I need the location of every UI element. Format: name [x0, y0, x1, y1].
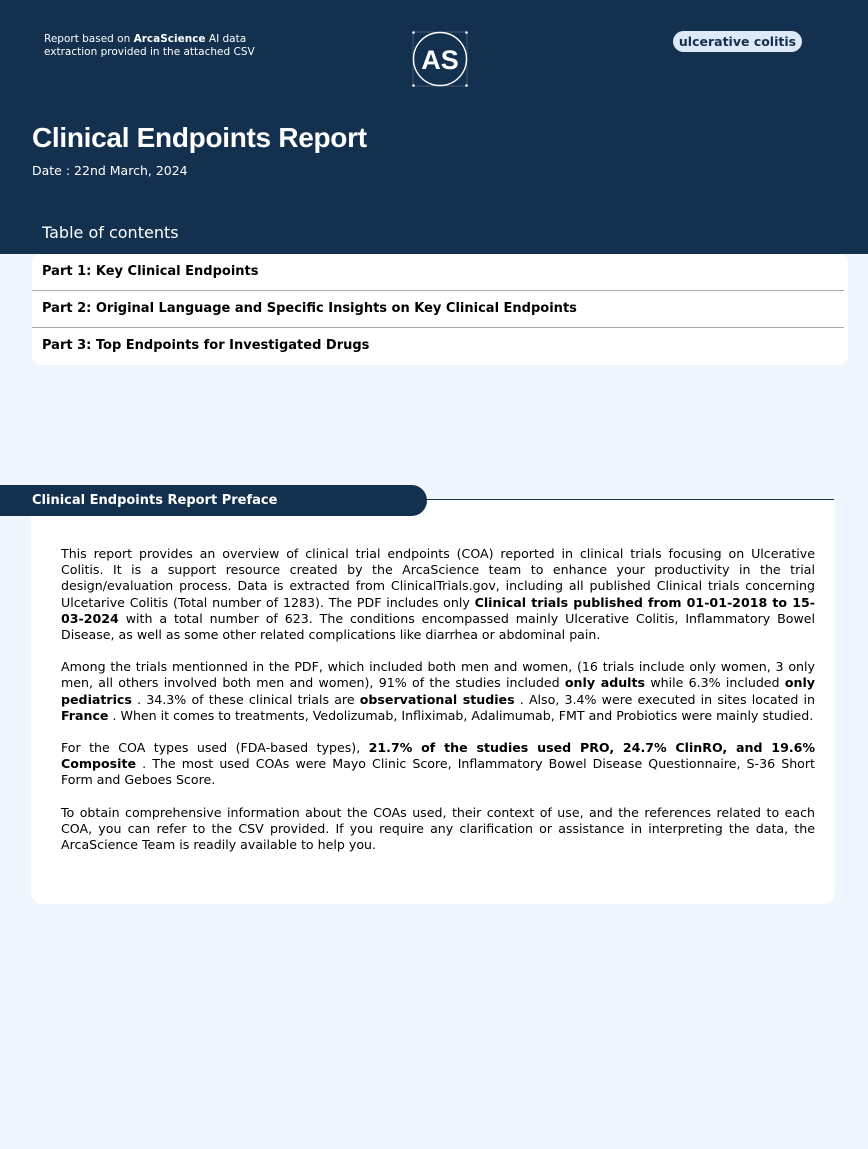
preface-paragraph: Among the trials mentionned in the PDF, which included both men and women, (16 trials include only women, 3 only men, all others involved both men and women), 91% of the studies included only adults while 6.3% included only pediatrics . 34.3% of these clinical trials are observational studies . Also, 3.4% were executed in sites located in France . When it comes to treatments, Vedolizumab, Infliximab, Adalimumab, FMT and Probiotics were mainly studied.: [61, 659, 815, 723]
brand-name: ArcaScience: [133, 33, 206, 45]
arcascience-logo-icon: [412, 31, 468, 87]
toc-item-part-1[interactable]: Part 1: Key Clinical Endpoints: [32, 254, 844, 291]
source-note: Report based on ArcaScience AI data extraction provided in the attached CSV: [44, 33, 255, 58]
toc-heading: Table of contents: [42, 223, 179, 242]
page-title: Clinical Endpoints Report: [32, 122, 367, 153]
table-of-contents: [32, 254, 848, 365]
preface-body: [61, 546, 815, 869]
preface-paragraph: For the COA types used (FDA-based types), 21.7% of the studies used PRO, 24.7% ClinRO, and 19.6% Composite . The most used COAs were Mayo Clinic Score, Inflammatory Bowel Disease Questionnaire, S-36 Short Form and Geboes Score.: [61, 740, 815, 788]
preface-divider: [426, 499, 834, 500]
preface-paragraph: To obtain comprehensive information about the COAs used, their context of use, and the references related to each COA, you can refer to the CSV provided. If you require any clarification or assistance in interpreting the data, the ArcaScience Team is readily available to help you.: [61, 804, 815, 853]
logo-text: AS: [421, 45, 459, 75]
toc-item-part-2[interactable]: Part 2: Original Language and Specific Insights on Key Clinical Endpoints: [32, 291, 844, 328]
report-header: [0, 0, 868, 254]
preface-title: Clinical Endpoints Report Preface: [0, 485, 427, 516]
toc-item-part-3[interactable]: Part 3: Top Endpoints for Investigated Drugs: [42, 338, 370, 353]
condition-tag: ulcerative colitis: [673, 31, 802, 52]
report-date: Date : 22nd March, 2024: [32, 163, 188, 178]
preface-paragraph: This report provides an overview of clinical trial endpoints (COA) reported in clinical trials focusing on Ulcerative Colitis. It is a support resource created by the ArcaScience team to enhance your productivity in the trial design/evaluation process. Data is extracted from ClinicalTrials.gov, including all published Clinical trials concerning Ulcetarive Colitis (Total number of 1283). The PDF includes only Clinical trials published from 01-01-2018 to 15-03-2024 with a total number of 623. The conditions encompassed mainly Ulcerative Colitis, Inflammatory Bowel Disease, as well as some other related complications like diarrhea or abdominal pain.: [61, 546, 815, 643]
